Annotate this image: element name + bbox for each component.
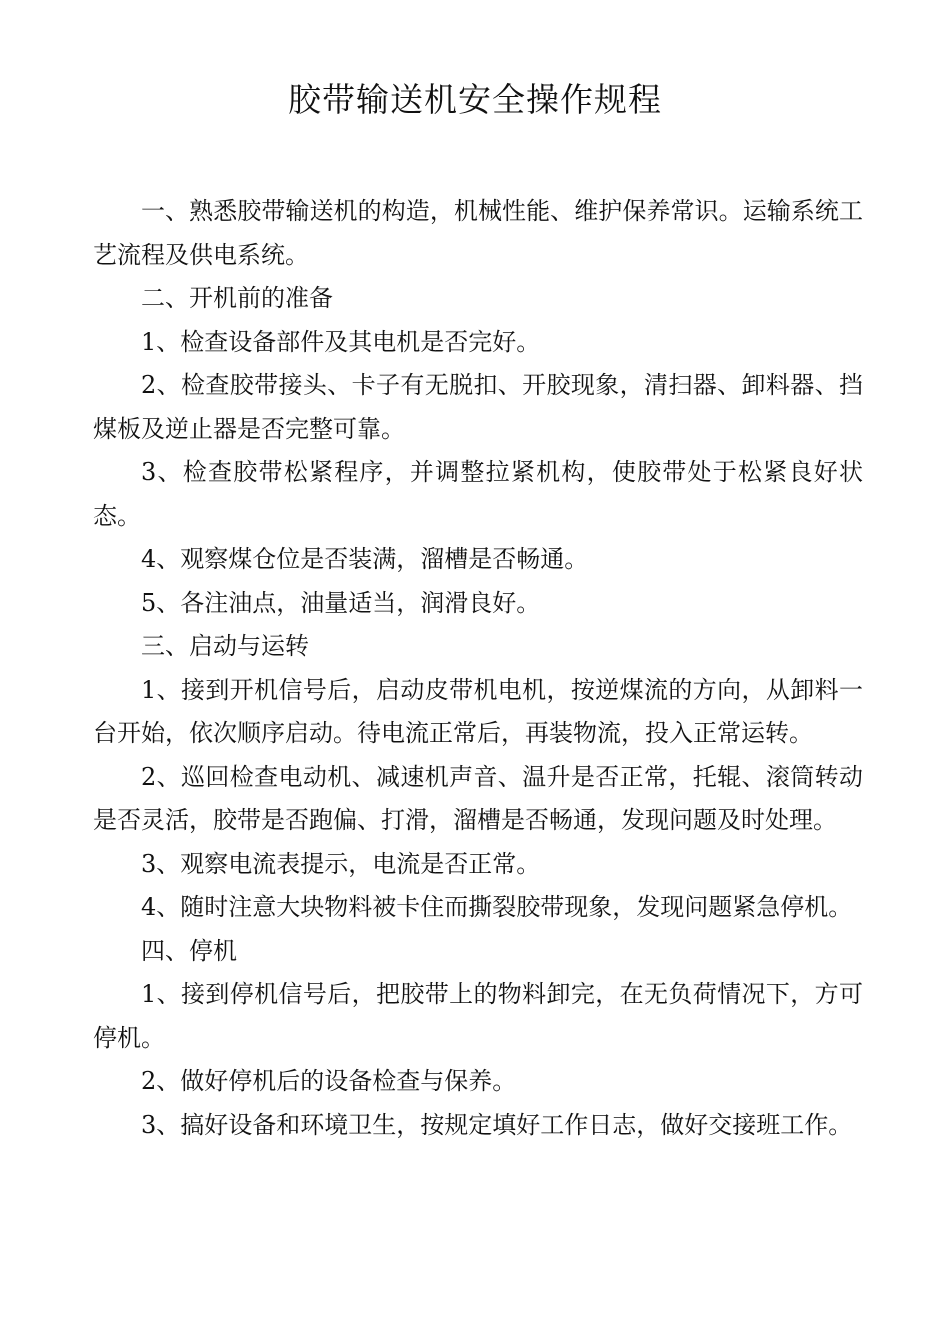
paragraph-section-2-item-1: 1、检查设备部件及其电机是否完好。 [141,327,541,356]
paragraph-section-2-item-5: 5、各注油点，油量适当，润滑良好。 [141,588,541,617]
paragraph-section-3-item-1: 1、接到开机信号后，启动皮带机电机，按逆煤流的方向，从卸料一台开始，依次顺序启动。待电流正常后，再装物流，投入正常运转。 [93,675,863,747]
paragraph-section-2-item-4: 4、观察煤仓位是否装满，溜槽是否畅通。 [141,545,589,573]
paragraph-section-2-item-2: 2、检查胶带接头、卡子有无脱扣、开胶现象，清扫器、卸料器、挡煤板及逆止器是否完整可靠。 [93,371,863,443]
paragraph-section-2-heading: 二、开机前的准备 [141,284,333,312]
paragraph-section-2-item-3: 3、检查胶带松紧程序，并调整拉紧机构，使胶带处于松紧良好状态。 [93,458,863,530]
paragraph-section-4-item-2: 2、做好停机后的设备检查与保养。 [141,1067,517,1095]
paragraph-section-4-heading: 四、停机 [141,936,237,965]
paragraph-section-3-item-3: 3、观察电流表提示，电流是否正常。 [141,849,541,878]
paragraph-section-4-item-1: 1、接到停机信号后，把胶带上的物料卸完，在无负荷情况下，方可停机。 [93,980,863,1052]
paragraph-section-3-item-2: 2、巡回检查电动机、减速机声音、温升是否正常，托辊、滚筒转动是否灵活，胶带是否跑偏、打滑，溜槽是否畅通，发现问题及时处理。 [93,762,863,834]
document-title: 胶带输送机安全操作规程 [288,80,662,119]
paragraph-section-3-item-4: 4、随时注意大块物料被卡住而撕裂胶带现象，发现问题紧急停机。 [141,893,853,921]
paragraph-section-1-intro: 一、熟悉胶带输送机的构造，机械性能、维护保养常识。运输系统工艺流程及供电系统。 [93,197,863,269]
paragraph-section-4-item-3: 3、搞好设备和环境卫生，按规定填好工作日志，做好交接班工作。 [141,1110,853,1139]
paragraph-section-3-heading: 三、启动与运转 [141,632,309,660]
document-body [93,190,863,1147]
